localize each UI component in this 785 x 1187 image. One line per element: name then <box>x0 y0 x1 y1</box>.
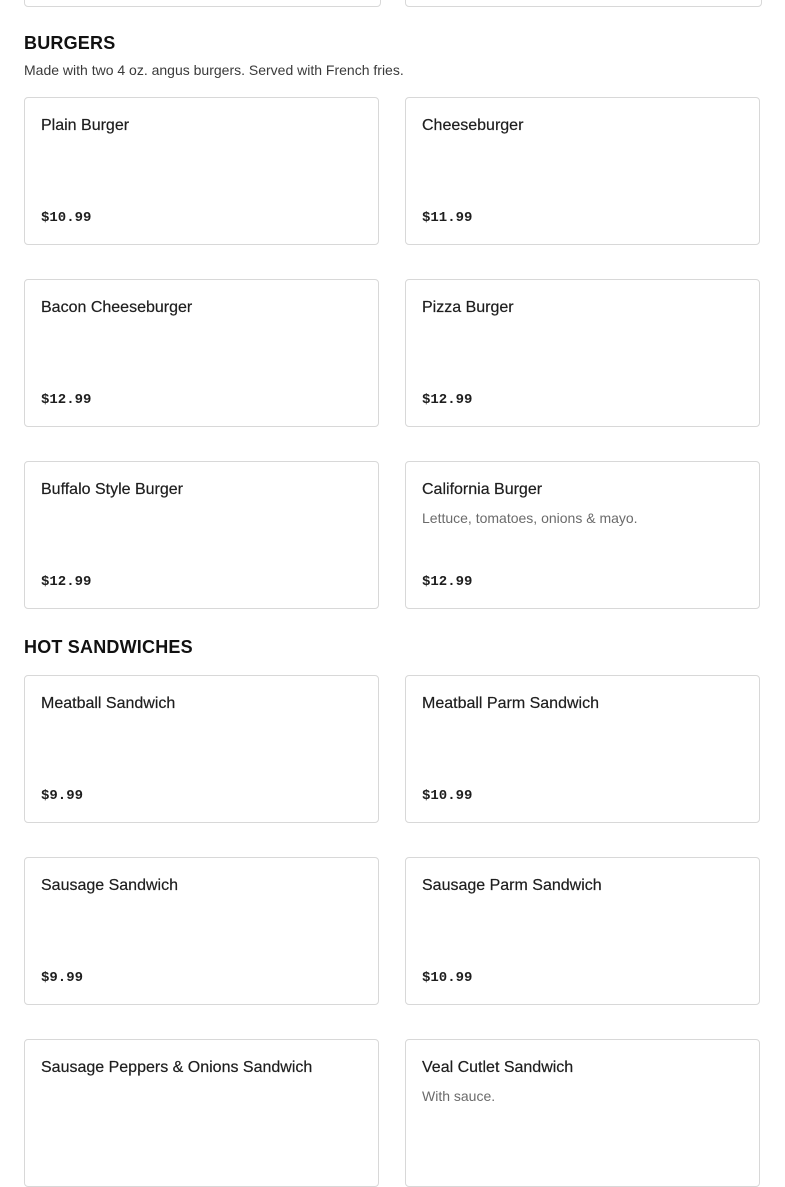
menu-item-name: Plain Burger <box>41 117 130 134</box>
menu-item-name: Pizza Burger <box>422 299 514 316</box>
menu-item-price: $9.99 <box>41 788 84 804</box>
menu-item-name: Veal Cutlet Sandwich <box>422 1059 574 1076</box>
menu-item-card[interactable] <box>24 1039 379 1187</box>
menu-item-name: California Burger <box>422 481 543 498</box>
menu-item-name: Bacon Cheeseburger <box>41 299 193 316</box>
menu-item-card-partial[interactable] <box>24 0 381 7</box>
menu-item-price: $12.99 <box>422 574 473 590</box>
menu-item-name: Meatball Parm Sandwich <box>422 695 599 712</box>
menu-item-price: $11.99 <box>422 210 473 226</box>
menu-item-price: $12.99 <box>41 392 92 408</box>
menu-item-card[interactable] <box>405 675 760 823</box>
menu-item-name: Buffalo Style Burger <box>41 481 184 498</box>
menu-item-price: $12.99 <box>41 574 92 590</box>
menu-item-name: Meatball Sandwich <box>41 695 176 712</box>
menu-item-name: Sausage Peppers & Onions Sandwich <box>41 1059 313 1076</box>
menu-item-card[interactable] <box>24 857 379 1005</box>
menu-item-price: $10.99 <box>422 970 473 986</box>
menu-item-price: $10.99 <box>422 788 473 804</box>
menu-item-card[interactable] <box>405 461 760 609</box>
menu-item-card[interactable] <box>24 279 379 427</box>
menu-item-price: $10.99 <box>41 210 92 226</box>
section-title-burgers: BURGERS <box>24 33 116 53</box>
section-title-hot-sandwiches: HOT SANDWICHES <box>24 637 193 657</box>
menu-item-name: Sausage Sandwich <box>41 877 178 894</box>
menu-item-name: Cheeseburger <box>422 117 524 134</box>
menu-item-card[interactable] <box>24 97 379 245</box>
previous-section-cards <box>24 0 761 7</box>
menu-item-name: Sausage Parm Sandwich <box>422 877 602 894</box>
menu-item-description: With sauce. <box>422 1088 496 1104</box>
menu-item-description: Lettuce, tomatoes, onions & mayo. <box>422 510 638 526</box>
menu-item-card-partial[interactable] <box>405 0 762 7</box>
menu-item-card[interactable] <box>24 461 379 609</box>
section-description-burgers: Made with two 4 oz. angus burgers. Served with French fries. <box>24 62 404 78</box>
menu-item-price: $12.99 <box>422 392 473 408</box>
menu-item-card[interactable] <box>405 279 760 427</box>
menu-item-card[interactable] <box>24 675 379 823</box>
menu-item-card[interactable] <box>405 857 760 1005</box>
menu-item-price: $9.99 <box>41 970 84 986</box>
menu-item-card[interactable] <box>405 97 760 245</box>
menu-item-card[interactable] <box>405 1039 760 1187</box>
